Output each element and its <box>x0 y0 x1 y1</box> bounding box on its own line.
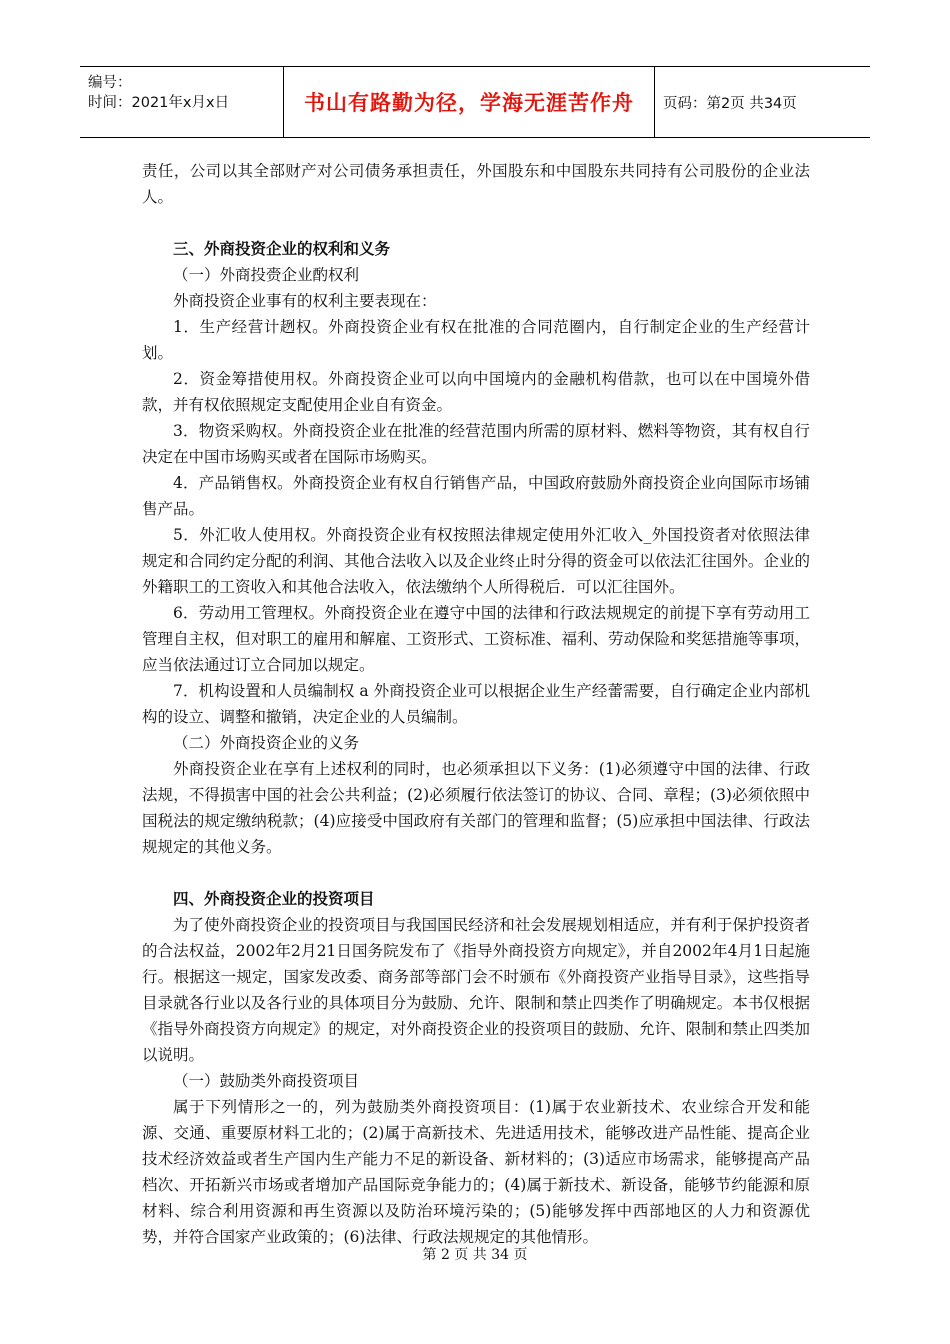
section-heading-4: 四、外商投资企业的投资项目 <box>173 890 375 908</box>
paragraph-intro: 责任，公司以其全部财产对公司债务承担责任，外国股东和中国股东共同持有公司股份的企业法人。 <box>142 162 810 206</box>
page-footer: 第 2 页 共 34 页 <box>422 1247 528 1263</box>
document-body <box>142 158 810 1250</box>
paragraph-right-5: 5．外汇收人使用权。外商投资企业有权按照法律规定使用外汇收入_外国投资者对依照法律规定和合同约定分配的利润、其他合法收入以及企业终止时分得的资金可以依法汇往国外。企业的外籍职工的工资收入和其他合法收入，依法缴纳个人所得税后．可以汇往国外。 <box>142 526 810 596</box>
header-motto: 书山有路勤为径，学海无涯苦作舟 <box>304 91 634 115</box>
header-page-info: 页码：第2页 共34页 <box>663 95 797 112</box>
subsection-heading-duties: （二）外商投资企业的义务 <box>173 734 360 752</box>
header-motto-cell <box>284 67 655 137</box>
paragraph-right-6: 6．劳动用工管理权。外商投资企业在遵守中国的法律和行政法规规定的前提下享有劳动用工管理自主权，但对职工的雇用和解雇、工资形式、工资标准、福利、劳动保险和奖惩措施等事项，应当依法通过订立合同加以规定。 <box>142 604 810 674</box>
page-header <box>80 66 870 138</box>
paragraph-right-7: 7．机构设置和人员编制权 a 外商投资企业可以根据企业生产经蕾需要，自行确定企业内部机构的设立、调整和撤销，决定企业的人员编制。 <box>142 682 810 726</box>
paragraph-right-2: 2．资金筹措使用权。外商投资企业可以向中国境内的金融机构借款，也可以在中国境外借款，并有权依照规定支配使用企业自有资金。 <box>142 370 810 414</box>
paragraph-investment-guidance: 为了使外商投资企业的投资项目与我国国民经济和社会发展规划相适应，并有利于保护投资者的合法权益，2002年2月21日国务院发布了《指导外商投资方向规定》，并自2002年4月1日起施行。根据这一规定，国家发改委、商务部等部门会不时颁布《外商投资产业指导目录》，这些指导目录就各行业以及各行业的具体项目分为鼓励、允许、限制和禁止四类作了明确规定。本书仅根据《指导外商投资方向规定》的规定，对外商投资企业的投资项目的鼓励、允许、限制和禁止四类加以说明。 <box>142 916 810 1064</box>
subsection-heading-encouraged: （一）鼓励类外商投资项目 <box>173 1072 360 1090</box>
paragraph-rights-intro: 外商投资企业事有的权利主要表现在： <box>173 292 437 310</box>
paragraph-right-1: 1．生产经营计趔权。外商投资企业有权在批准的合同范圈内，自行制定企业的生产经营计划。 <box>142 318 810 362</box>
paragraph-encouraged-projects: 属于下列情形之一的，列为鼓励类外商投资项目：(1)属于农业新技术、农业综合开发和能源、交通、重要原材料工北的；(2)属于高新技术、先进适用技术，能够改进产品性能、提高企业技术经济效益或者生产国内生产能力不足的新设备、新材料的；(3)适应市场需求，能够提高产品档次、开拓新兴市场或者增加产品国际竞争能力的；(4)属于新技术、新设备，能够节约能源和原材料、综合利用资源和再生资源以及防治环境污染的；(5)能够发挥中西部地区的人力和资源优势，并符合国家产业政策的；(6)法律、行政法规规定的其他情形。 <box>142 1098 810 1246</box>
paragraph-right-3: 3．物资采购权。外商投资企业在批准的经营范围内所需的原材料、燃料等物资，其有权自行决定在中国市场购买或者在国际市场购买。 <box>142 422 810 466</box>
paragraph-duties: 外商投资企业在享有上述权利的同时，也必须承担以下义务：(1)必须遵守中国的法律、行政法规，不得损害中国的社会公共利益；(2)必须履行依法签订的协议、合同、章程；(3)必须依照中国税法的规定缴纳税款；(4)应接受中国政府有关部门的管理和监督；(5)应承担中国法律、行政法规规定的其他义务。 <box>142 760 810 856</box>
paragraph-right-4: 4．产品销售权。外商投资企业有权自行销售产品，中国政府鼓励外商投资企业向国际市场铺售产品。 <box>142 474 810 518</box>
section-heading-3: 三、外商投资企业的权利和义务 <box>173 240 391 258</box>
document-number: 编号： <box>88 75 132 91</box>
header-meta <box>80 67 284 137</box>
document-date: 时间：2021年x月x日 <box>88 95 230 111</box>
subsection-heading-rights: （一）外商投赍企业酌权利 <box>173 266 360 284</box>
